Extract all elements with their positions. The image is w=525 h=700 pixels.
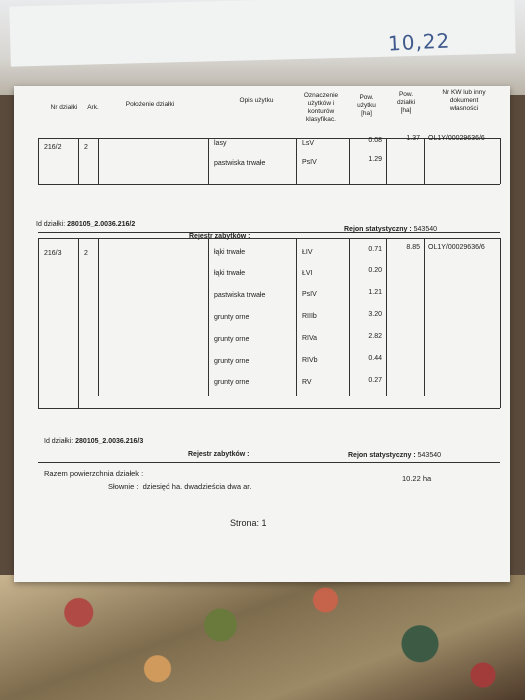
parcel-2-kw: OL1Y/00029636/6	[428, 244, 485, 251]
parcel-1-use-2-pow: 1.29	[368, 156, 382, 163]
parcel-1-pow-dzialki: 1.37	[406, 135, 420, 142]
parcel-2-use-2-opis: łąki trwałe	[214, 270, 246, 277]
parcel-2-use-5-pow: 2.82	[368, 333, 382, 340]
document-page	[14, 86, 510, 582]
parcel-2-use-4-pow: 3.20	[368, 311, 382, 318]
parcel-2-ark: 2	[84, 250, 88, 257]
parcel-2-use-1-opis: łąki trwałe	[214, 249, 246, 256]
header-pow-uzytku: Pow. użytku [ha]	[357, 94, 376, 117]
parcel-1-use-1-pow: 0.08	[368, 137, 382, 144]
page-number: Strona: 1	[230, 518, 267, 528]
tablecloth	[0, 575, 525, 700]
parcel-1-id: Id działki: 280105_2.0036.216/2	[36, 221, 136, 228]
header-nr-kw: Nr KW lub inny dokument własności	[442, 89, 486, 112]
parcel-2-rejon: Rejon statystyczny : 543540	[348, 452, 441, 459]
summary-total-label: Razem powierzchnia działek :	[44, 469, 144, 478]
parcel-2-use-1-pow: 0.71	[368, 246, 382, 253]
parcel-2-nr: 216/3	[44, 250, 62, 257]
summary-total-value: 10.22 ha	[402, 474, 432, 483]
parcel-1-nr: 216/2	[44, 144, 62, 151]
parcel-2-use-4-opis: grunty orne	[214, 314, 250, 321]
parcel-2-use-7-ozn: RV	[302, 379, 312, 386]
summary-words: Słownie : dziesięć ha. dwadzieścia dwa ar.	[108, 482, 252, 491]
parcel-2-use-1-ozn: ŁIV	[302, 249, 313, 256]
header-polozenie: Położenie działki	[125, 101, 175, 108]
parcel-2-id: Id działki: 280105_2.0036.216/3	[44, 438, 144, 445]
parcel-1-use-1-ozn: LsV	[302, 140, 315, 147]
header-oznaczenie: Oznaczenie użytków i konturów klasyfikac.	[303, 92, 339, 123]
parcel-1-rejon: Rejon statystyczny : 543540	[344, 226, 437, 233]
parcel-2-use-7-pow: 0.27	[368, 377, 382, 384]
parcel-2-use-5-ozn: RIVa	[302, 335, 318, 342]
parcel-2-use-7-opis: grunty orne	[214, 379, 250, 386]
parcel-2-use-2-pow: 0.20	[368, 267, 382, 274]
parcel-2-use-2-ozn: ŁVI	[302, 270, 313, 277]
parcel-2-use-6-pow: 0.44	[368, 355, 382, 362]
parcel-1-use-2-ozn: PsIV	[302, 159, 317, 166]
parcel-2-use-3-pow: 1.21	[368, 289, 382, 296]
parcel-2-use-3-ozn: PsIV	[302, 291, 317, 298]
handwritten-note: 10,22	[387, 28, 451, 56]
parcel-2-use-4-ozn: RIIIb	[302, 313, 317, 320]
parcel-2-use-5-opis: grunty orne	[214, 336, 250, 343]
parcel-2-pow-dzialki: 8.85	[406, 244, 420, 251]
parcel-2-use-6-opis: grunty orne	[214, 358, 250, 365]
parcel-2-rejestr: Rejestr zabytków :	[188, 451, 250, 458]
parcel-1-kw: OL1Y/00029636/6	[428, 135, 485, 142]
header-nr-dzialki: Nr działki	[50, 104, 78, 111]
parcel-2-use-6-ozn: RIVb	[302, 357, 318, 364]
parcel-1-rejestr: Rejestr zabytków :	[189, 233, 251, 240]
header-ark: Ark.	[87, 104, 99, 111]
parcel-1-ark: 2	[84, 144, 88, 151]
parcel-2-use-3-opis: pastwiska trwałe	[214, 292, 266, 299]
parcel-1-use-2-opis: pastwiska trwałe	[214, 160, 266, 167]
header-opis: Opis użytku	[239, 97, 274, 104]
header-pow-dzialki: Pow. działki [ha]	[396, 91, 416, 114]
parcel-1-use-1-opis: lasy	[214, 140, 227, 147]
